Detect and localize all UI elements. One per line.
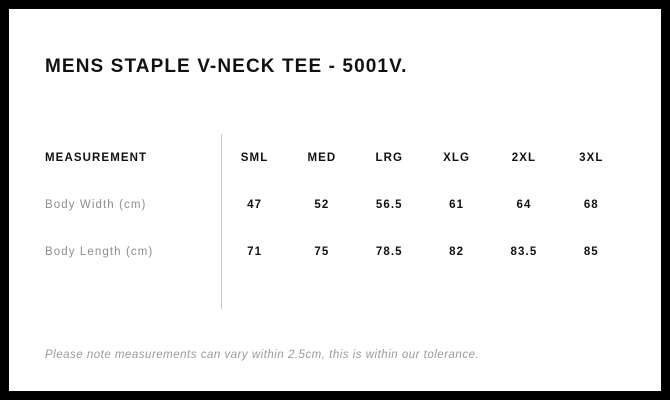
column-header-xlg: XLG [443,151,471,164]
table-header [45,134,625,181]
size-chart-card [9,9,661,391]
table-header-row [45,134,625,181]
cell-body-length-med: 75 [314,245,330,258]
size-table [45,134,625,275]
cell-body-width-xlg: 61 [449,198,465,211]
cell-body-length-lrg: 78.5 [375,245,403,258]
cell-body-length-3xl: 85 [583,245,599,258]
cell-body-width-3xl: 68 [583,198,599,211]
cell-body-length-sml: 71 [247,245,263,258]
cell-body-length-xlg: 82 [449,245,465,258]
column-header-med: MED [307,151,337,164]
column-header-3xl: 3XL [579,151,604,164]
table-row [45,181,625,228]
cell-body-length-2xl: 83.5 [510,245,538,258]
table-body [45,181,625,275]
cell-body-width-2xl: 64 [516,198,532,211]
tolerance-note: Please note measurements can vary within 2.5cm, this is within our tolerance. [45,349,480,361]
row-label-body-width: Body Width (cm) [45,198,147,211]
cell-body-width-sml: 47 [247,198,263,211]
column-header-sml: SML [240,151,269,164]
cell-body-width-lrg: 56.5 [375,198,403,211]
column-header-lrg: LRG [375,151,404,164]
column-header-2xl: 2XL [511,151,537,164]
table-row [45,228,625,275]
column-header-measurement: MEASUREMENT [45,151,148,164]
size-table-container [45,134,625,275]
row-label-body-length: Body Length (cm) [45,245,154,258]
page-title: MENS STAPLE V-NECK TEE - 5001V. [45,56,408,77]
cell-body-width-med: 52 [314,198,330,211]
